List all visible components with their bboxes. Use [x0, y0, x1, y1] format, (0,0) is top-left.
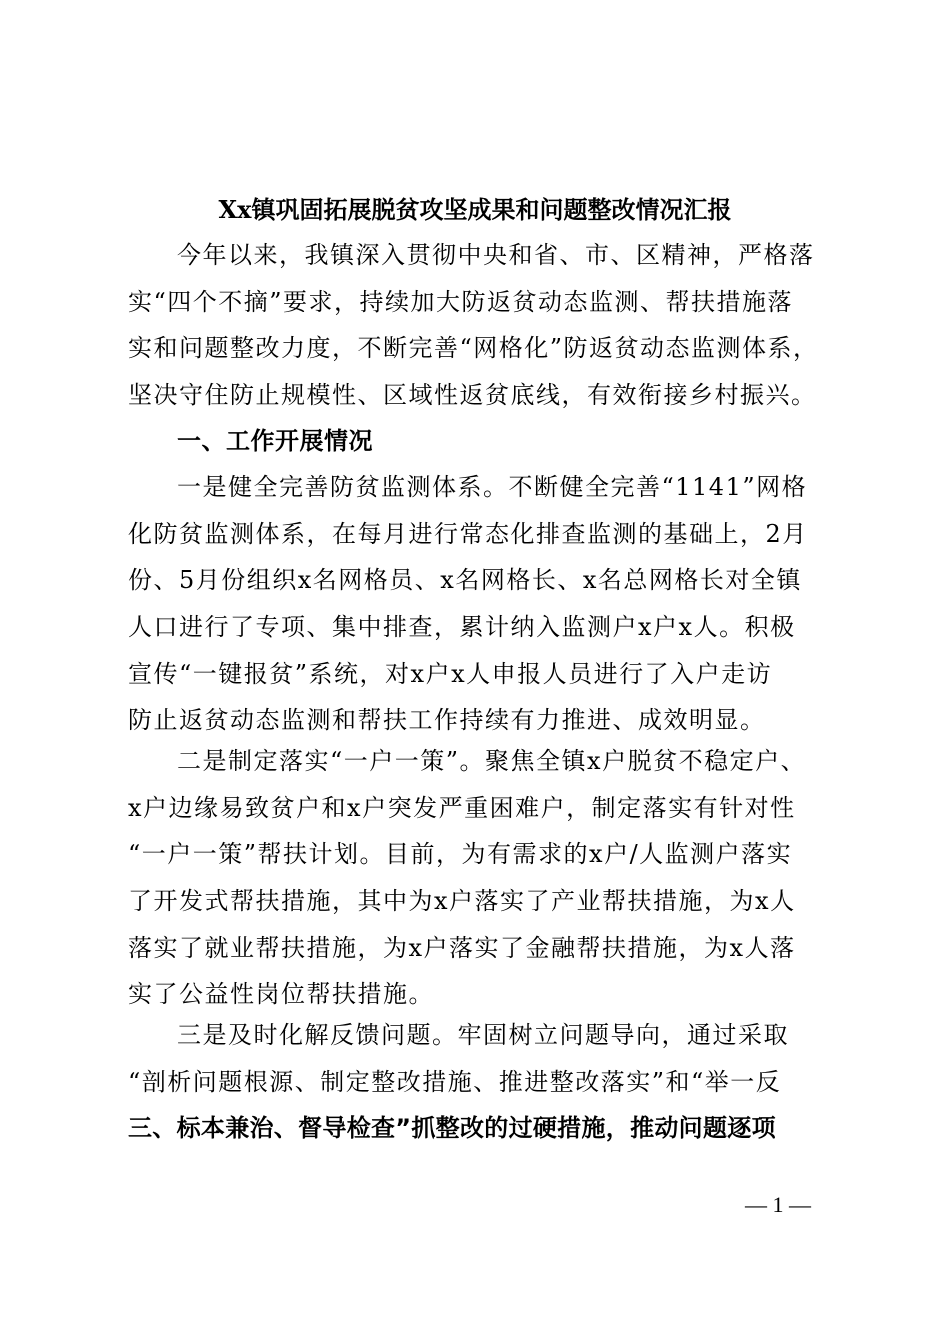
text-line: 份、5月份组织x名网格员、x名网格长、x名总网格长对全镇	[128, 566, 802, 595]
text-line: 今年以来，我镇深入贯彻中央和省、市、区精神，严格落	[177, 241, 815, 269]
text-line: 落实了就业帮扶措施，为x户落实了金融帮扶措施，为x人落	[128, 933, 796, 962]
text-line: 实“四个不摘”要求，持续加大防返贫动态监测、帮扶措施落	[128, 287, 794, 316]
page-number: — 1 —	[745, 1192, 811, 1217]
text-line: x户边缘易致贫户和x户突发严重困难户，制定落实有针对性	[128, 793, 796, 822]
text-line: 坚决守住防止规模性、区域性返贫底线，有效衔接乡村振兴。	[128, 381, 817, 410]
document-title: Xx镇巩固拓展脱贫攻坚成果和问题整改情况汇报	[218, 195, 732, 224]
section-heading-text: 一、工作开展情况	[177, 427, 373, 455]
paragraph-one-household-one-policy	[128, 738, 834, 1018]
text-line: 一是健全完善防贫监测体系。不断健全完善“1141”网格	[177, 473, 808, 501]
section-heading	[128, 418, 834, 465]
text-line: 三是及时化解反馈问题。牢固树立问题导向，通过采取	[177, 1021, 789, 1049]
text-line: 防止返贫动态监测和帮扶工作持续有力推进、成效明显。	[128, 706, 766, 735]
text-line: 了开发式帮扶措施，其中为x户落实了产业帮扶措施，为x人	[128, 887, 796, 916]
text-line: 实和问题整改力度，不断完善“网格化”防返贫动态监测体系，	[128, 334, 819, 363]
text-line-bold: 三、标本兼治、督导检查”抓整改的过硬措施，推动问题逐项	[128, 1114, 776, 1143]
paragraph-feedback-issues	[128, 1012, 834, 1152]
text-line: 二是制定落实“一户一策”。聚焦全镇x户脱贫不稳定户、	[177, 747, 807, 775]
intro-paragraph	[128, 232, 834, 419]
text-line: “一户一策”帮扶计划。目前，为有需求的x户/人监测户落实	[128, 840, 793, 869]
text-line: 人口进行了专项、集中排查，累计纳入监测户x户x人。积极	[128, 613, 796, 642]
text-line: 实了公益性岗位帮扶措施。	[128, 980, 434, 1009]
text-line: “剖析问题根源、制定整改措施、推进整改落实”和“举一反	[128, 1067, 782, 1096]
text-line: 化防贫监测体系，在每月进行常态化排查监测的基础上，2月	[128, 519, 808, 548]
paragraph-monitoring-system	[128, 464, 834, 744]
text-line: 宣传“一键报贫”系统，对x户x人申报人员进行了入户走访	[128, 659, 773, 688]
